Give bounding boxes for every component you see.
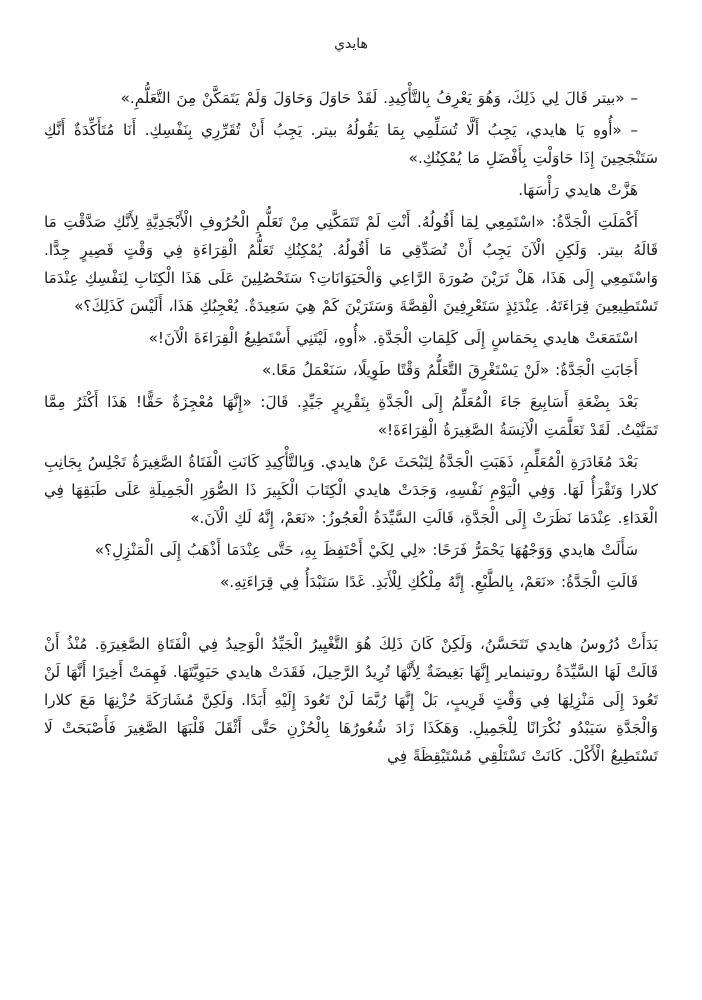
paragraph: – «أُوهِ يَا هايدي، يَجِبُ أَلَّا تُسَلِّمِي بِمَا يَقُولُهُ بيتر. يَجِبُ أَنْ تُقَرِّرِي بِنَفْسِكِ. أَنَا مُتَأَكِّدَةٌ أَنَّكِ سَتَنْجَحِينَ إِذَا حَاوَلْتِ بِأَفْضَلِ مَا يُمْكِنُكِ.»: [44, 121, 658, 167]
story-text-bottom: [44, 630, 658, 770]
paragraph: بَعْدَ مُغَادَرَةِ الْمُعَلِّمِ، ذَهَبَتِ الْجَدَّةُ لِتَبْحَثَ عَنْ هايدي. وَبِالتَّأْكِيدِ كَانَتِ الْفَتَاةُ الصَّغِيرَةُ تَجْلِسُ بِجَانِبِ كلارا وَتَقْرَأُ لَهَا. وَفِي الْيَوْمِ نَفْسِهِ، وَجَدَتْ هايدي الْكِتَابَ الْكَبِيرَ ذَا الصُّوَرِ الْجَمِيلَةِ عَلَى طَبَقِهَا فِي الْغَدَاءِ. عِنْدَمَا نَظَرَتْ إِلَى الْجَدَّةِ، قَالَتِ السَّيِّدَةُ الْعَجُوزُ: «نَعَمْ، إِنَّهُ لَكِ الْآنَ.»: [44, 453, 658, 527]
running-header: هايدي: [334, 36, 368, 52]
paragraph: اسْتَمَعَتْ هايدي بِحَمَاسٍ إِلَى كَلِمَاتِ الْجَدَّةِ. «أُوهِ، لَيْتَنِي أَسْتَطِيعُ الْقِرَاءَةَ الْآنَ!»: [148, 329, 638, 347]
paragraph: هَزَّتْ هايدي رَأْسَهَا.: [518, 181, 638, 199]
paragraph: سَأَلَتْ هايدي وَوَجْهُهَا يَحْمَرُّ فَرَحًا: «لِي لِكَيْ أَحْتَفِظَ بِهِ، حَتَّى عِنْدَمَا أَذْهَبُ إِلَى الْمَنْزِلِ؟»: [94, 541, 638, 559]
paragraph: أَكْمَلَتِ الْجَدَّةُ: «اسْتَمِعِي لِمَا أَقُولُهُ. أَنْتِ لَمْ تَتَمَكَّنِي مِنْ تَعَلُّمِ الْحُرُوفِ الْأَبْجَدِيَّةِ لِأَنَّكِ صَدَّقْتِ مَا قَالَهُ بيتر. وَلَكِنِ الْآنَ يَجِبُ أَنْ تُصَدِّقِي مَا أَقُولُهُ. يُمْكِنُكِ تَعَلُّمُ الْقِرَاءَةِ فِي وَقْتٍ قَصِيرٍ جِدًّا. وَاسْتَمِعِي إِلَى هَذَا، هَلْ تَرَيْنَ صُورَةَ الرَّاعِي وَالْحَيَوَانَاتِ؟ سَتَحْصُلِينَ عَلَى هَذَا الْكِتَابِ لِنَفْسِكِ عِنْدَمَا تَسْتَطِيعِينَ قِرَاءَتَهُ. عِنْدَئِذٍ سَتَعْرِفِينَ الْقِصَّةَ وَسَتَرَيْنَ كَمْ هِيَ سَعِيدَةٌ. يُعْجِبُكِ هَذَا، أَلَيْسَ كَذَلِكَ؟»: [44, 213, 658, 315]
paragraph: بَدَأَتْ دُرُوسُ هايدي تَتَحَسَّنُ، وَلَكِنْ كَانَ ذَلِكَ هُوَ التَّغْيِيرُ الْجَيِّدُ الْوَحِيدُ فِي الْفَتَاةِ الصَّغِيرَةِ. مُنْذُ أَنْ قَالَتْ لَهَا السَّيِّدَةُ روتينماير إِنَّهَا بَغِيضَةٌ لِأَنَّهَا تُرِيدُ الرَّحِيلَ، فَقَدَتْ هايدي حَيَوِيَّتَهَا. فَهِمَتْ أَخِيرًا أَنَّهَا لَنْ تَعُودَ إِلَى مَنْزِلِهَا فِي وَقْتٍ قَرِيبٍ، بَلْ إِنَّهَا رُبَّمَا لَنْ تَعُودَ إِلَيْهِ أَبَدًا. وَلَكِنَّ مُشَارَكَةَ حُزْنِهَا مَعَ كلارا وَالْجَدَّةِ سَيَبْدُو نُكْرَانًا لِلْجَمِيلِ. وَهَكَذَا زَادَ شُعُورُهَا بِالْحُزْنِ حَتَّى أَثْقَلَ قَلْبَهَا الصَّغِيرَ فَأَصْبَحَتْ لَا تَسْتَطِيعُ الْأَكْلَ. كَانَتْ تَسْتَلْقِي مُسْتَيْقِظَةً فِي: [44, 635, 658, 765]
paragraph: قَالَتِ الْجَدَّةُ: «نَعَمْ، بِالطَّبْعِ. إِنَّهُ مِلْكُكِ لِلْأَبَدِ. غَدًا سَنَبْدَأُ فِي قِرَاءَتِهِ.»: [220, 573, 638, 591]
paragraph: أَجَابَتِ الْجَدَّةُ: «لَنْ يَسْتَغْرِقَ التَّعَلُّمُ وَقْتًا طَوِيلًا، سَنَعْمَلُ مَعًا.»: [262, 361, 638, 379]
story-text-top: [44, 84, 658, 596]
paragraph: بَعْدَ بِضْعَةِ أَسَابِيعَ جَاءَ الْمُعَلِّمُ إِلَى الْجَدَّةِ بِتَقْرِيرٍ جَيِّدٍ. قَالَ: «إِنَّهَا مُعْجِزَةٌ حَقًّا! هَذَا أَكْثَرُ مِمَّا تَمَنَّيْتُ. لَقَدْ تَعَلَّمَتِ الْآنِسَةُ الصَّغِيرَةُ الْقِرَاءَةَ!»: [44, 393, 658, 439]
section-break: [44, 600, 658, 630]
paragraph: – «بيتر قَالَ لِي ذَلِكَ، وَهُوَ يَعْرِفُ بِالتَّأْكِيدِ. لَقَدْ حَاوَلَ وَحَاوَلَ وَلَمْ يَتَمَكَّنْ مِنَ التَّعَلُّمِ.»: [120, 89, 638, 107]
